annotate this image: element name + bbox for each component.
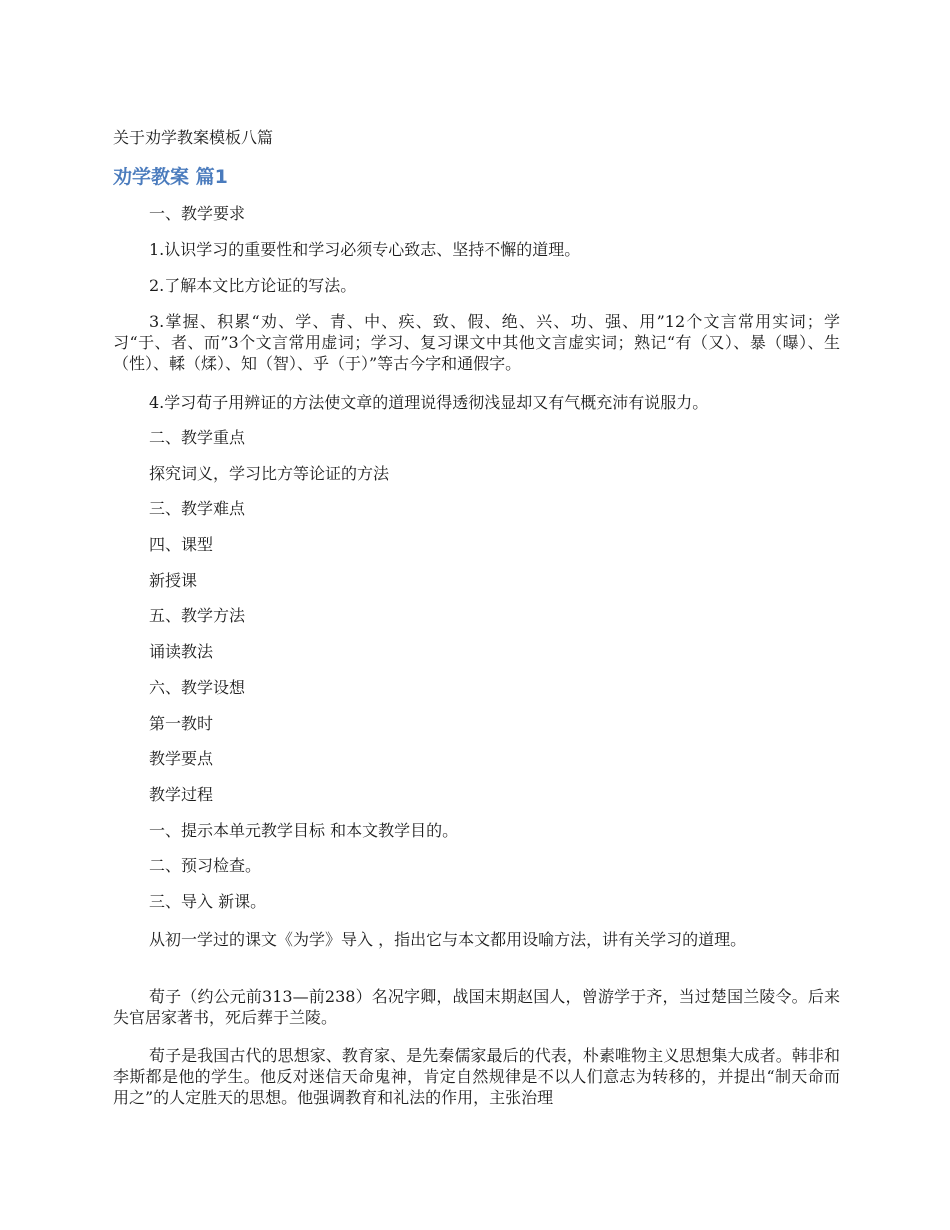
paragraph-focus-content: 探究词义，学习比方等论证的方法 <box>149 464 390 483</box>
paragraph-teaching-focus: 二、教学重点 <box>149 428 246 447</box>
paragraph-item-4: 4.学习荀子用辨证的方法使文章的道理说得透彻浅显却又有气概充沛有说服力。 <box>149 393 709 412</box>
paragraph-key-points: 教学要点 <box>149 749 214 768</box>
paragraph-method-content: 诵读教法 <box>149 642 214 661</box>
paragraph-step-1: 一、提示本单元教学目标 和本文教学目的。 <box>149 821 459 840</box>
paragraph-teaching-method: 五、教学方法 <box>149 606 246 625</box>
paragraph-first-lesson: 第一教时 <box>149 714 214 733</box>
paragraph-intro: 从初一学过的课文《为学》导入 ，指出它与本文都用设喻方法，讲有关学习的道理。 <box>149 930 747 949</box>
paragraph-teaching-design: 六、教学设想 <box>149 678 246 697</box>
paragraph-item-1: 1.认识学习的重要性和学习必须专心致志、坚持不懈的道理。 <box>149 240 581 259</box>
paragraph-step-2: 二、预习检查。 <box>149 856 262 875</box>
paragraph-lesson-type-content: 新授课 <box>149 571 198 590</box>
paragraph-teaching-process: 教学过程 <box>149 785 214 804</box>
paragraph-teaching-difficulty: 三、教学难点 <box>149 499 246 518</box>
paragraph-item-2: 2.了解本文比方论证的写法。 <box>149 276 357 295</box>
document-title: 关于劝学教案模板八篇 <box>113 128 274 147</box>
paragraph-xunzi-bio: 荀子（约公元前313—前238）名况字卿，战国末期赵国人，曾游学于齐，当过楚国兰陵令。后来失官居家著书，死后葬于兰陵。 <box>113 987 840 1027</box>
paragraph-item-3: 3.掌握、积累“劝、学、青、中、疾、致、假、绝、兴、功、强、用”12个文言常用实词；学习“于、者、而”3个文言常用虚词；学习、复习课文中其他文言虚实词；熟记“有（又）、暴（曝）、生（性）、輮（煣）、知（智）、乎（于）”等古今字和通假字。 <box>113 312 840 373</box>
paragraph-step-3: 三、导入 新课。 <box>149 892 267 911</box>
paragraph-teaching-requirements: 一、教学要求 <box>149 204 246 223</box>
paragraph-xunzi-thought: 荀子是我国古代的思想家、教育家、是先秦儒家最后的代表，朴素唯物主义思想集大成者。韩非和李斯都是他的学生。他反对迷信天命鬼神，肯定自然规律是不以人们意志为转移的，并提出“制天命而用之”的人定胜天的思想。他强调教育和礼法的作用，主张治理 <box>113 1046 840 1107</box>
section-heading: 劝学教案 篇1 <box>113 166 228 188</box>
paragraph-lesson-type: 四、课型 <box>149 535 214 554</box>
